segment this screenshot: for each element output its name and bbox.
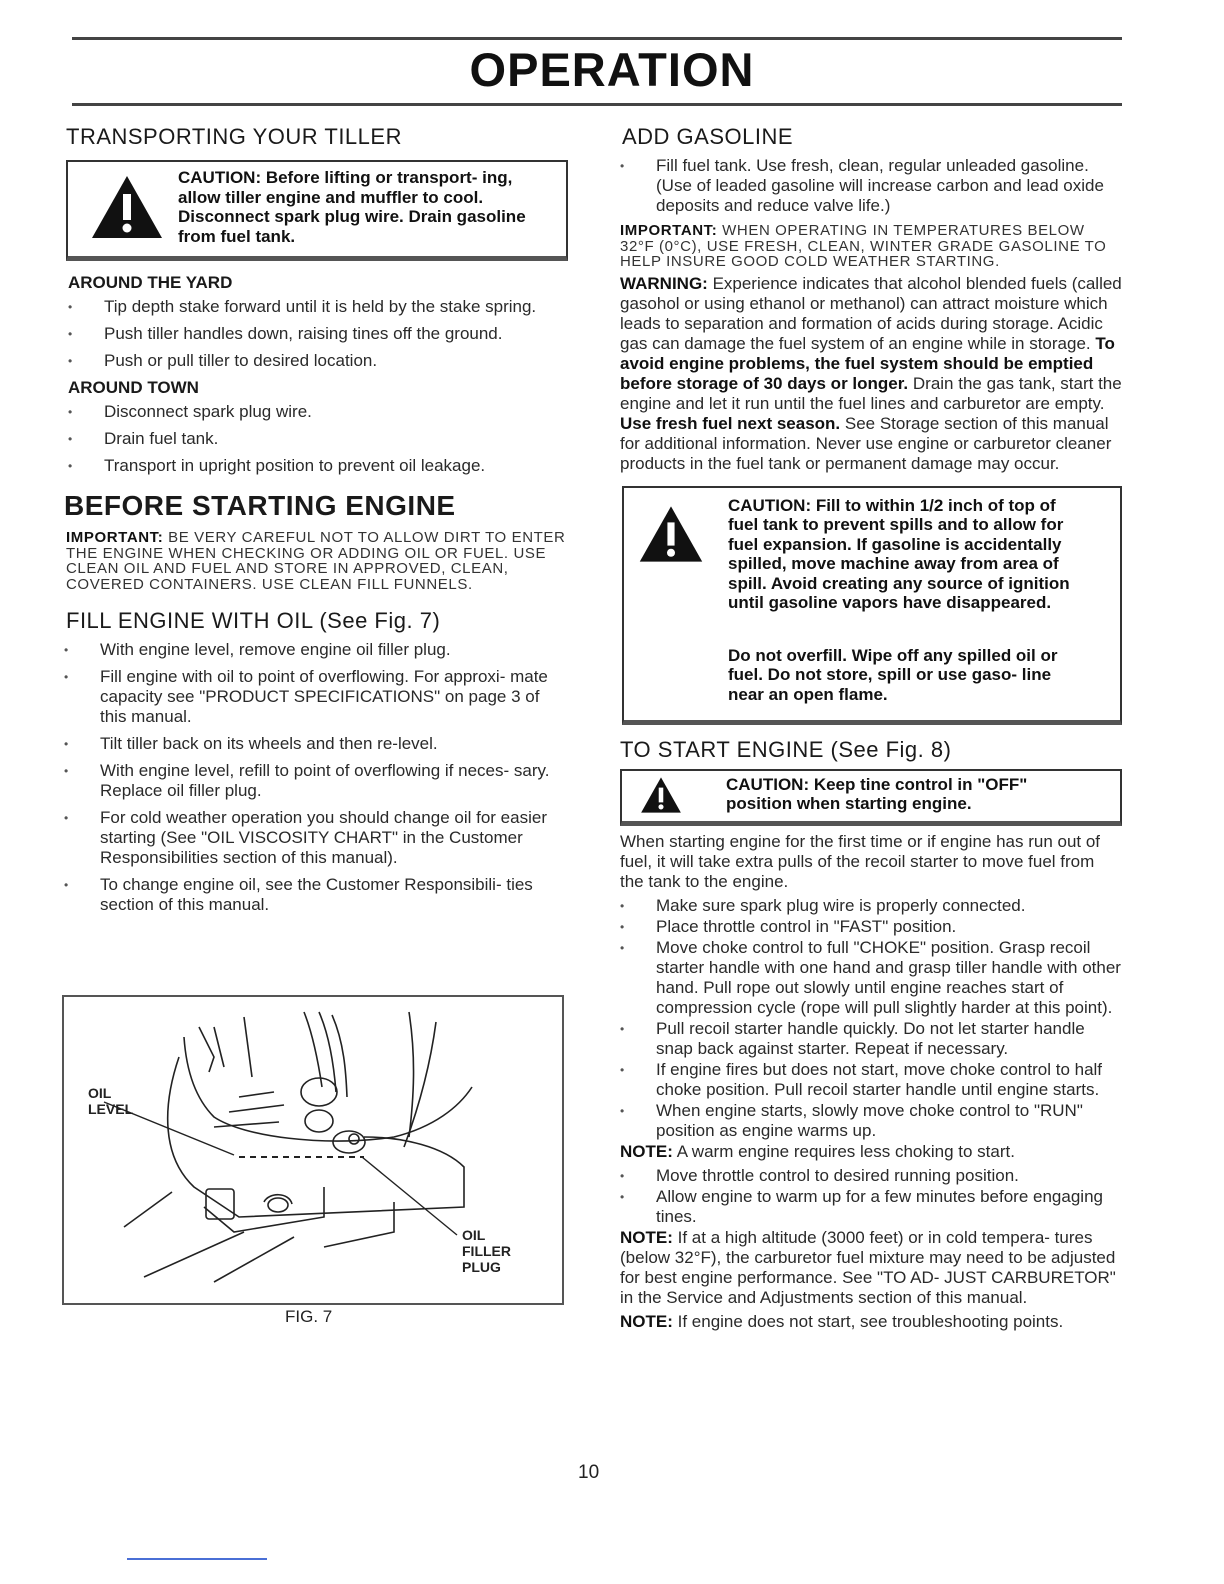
fill-list [100, 640, 568, 915]
list-item: • For cold weather operation you should change oil for easier starting (See "OIL VISCOSITY CHART" in the Customer Responsibilities section of this manual). [100, 808, 568, 868]
gas-important [620, 223, 1122, 270]
oil-level-label [88, 1085, 133, 1117]
transport-caution-text: CAUTION: Before lifting or transport- ing, allow tiller engine and muffler to cool. Disconnect spark plug wire. Drain gasoline from fuel tank. [178, 168, 526, 246]
list-item: • To change engine oil, see the Customer Responsibili- ties section of this manual. [100, 875, 568, 915]
note-1 [620, 1142, 1122, 1162]
note-label: NOTE: [620, 1227, 673, 1247]
list-item: • When engine starts, slowly move choke control to "RUN" position as engine warms up. [656, 1101, 1122, 1141]
fuel-caution-text-2: Do not overfill. Wipe off any spilled oil or fuel. Do not store, spill or use gaso- line near an open flame. [728, 645, 1058, 704]
before-important [66, 530, 568, 592]
oil-level-label-line-1: OIL [88, 1085, 112, 1101]
important-label: IMPORTANT: [66, 529, 164, 546]
important-label: IMPORTANT: [620, 222, 718, 239]
list-item: • With engine level, remove engine oil filler plug. [100, 640, 568, 660]
transport-caution-box [66, 160, 568, 261]
title-underline [72, 103, 1122, 106]
warning-triangle-icon [640, 775, 682, 815]
note-text: A warm engine requires less choking to start. [676, 1141, 1015, 1161]
warning-text-3: See Storage section of this manual for additional information. Never use engine or carburetor cleaner products in the fuel tank or permanent damage may occur. [620, 413, 1112, 473]
filler-label-line-2: FILLER [462, 1243, 511, 1259]
add-gasoline-heading: ADD GASOLINE [622, 124, 794, 149]
oil-level-label-line-2: LEVEL [88, 1101, 134, 1117]
filler-label-line-3: PLUG [462, 1259, 501, 1275]
fuel-caution-text-1: CAUTION: Fill to within 1/2 inch of top of fuel tank to prevent spills and to allow for fuel expansion. If gasoline is accidentally spilled, move machine away from area of spill. Avoid creating any source of ignition until gasoline vapors have disappeared. [728, 495, 1070, 612]
gasoline-list [656, 156, 1122, 216]
transport-heading: TRANSPORTING YOUR TILLER [66, 124, 402, 149]
start-caution-text: CAUTION: Keep tine control in "OFF" position when starting engine. [726, 774, 1028, 813]
list-item: • Fill fuel tank. Use fresh, clean, regular unleaded gasoline. (Use of leaded gasoline will increase carbon and lead oxide deposits and reduce valve life.) [656, 156, 1122, 216]
start-list [656, 896, 1122, 1141]
town-heading: AROUND TOWN [68, 378, 199, 397]
bottom-link-underline[interactable] [127, 1558, 267, 1560]
filler-label-line-1: OIL [462, 1227, 486, 1243]
yard-heading: AROUND THE YARD [68, 273, 233, 292]
list-item: • With engine level, refill to point of overflowing if neces- sary. Replace oil filler plug. [100, 761, 568, 801]
warning-triangle-icon [638, 504, 704, 564]
list-item: • Push tiller handles down, raising tines off the ground. [104, 324, 568, 344]
warning-text-2: Drain the gas tank, start the engine and let it run until the fuel lines and carburetor are empty. [620, 373, 1122, 413]
list-item: • Tip depth stake forward until it is held by the stake spring. [104, 297, 568, 317]
important-text: BE VERY CAREFUL NOT TO ALLOW DIRT TO ENTER THE ENGINE WHEN CHECKING OR ADDING OIL OR FUEL. USE CLEAN OIL AND FUEL AND STORE IN APPROVED, CLEAN, COVERED CONTAINERS. USE CLEAN FILL FUNNELS. [66, 529, 566, 593]
warning-paragraph [620, 274, 1122, 474]
warning-bold-2: Use fresh fuel next season. [620, 413, 841, 433]
list-item: • Fill engine with oil to point of overflowing. For approxi- mate capacity see "PRODUCT SPECIFICATIONS" on page 3 of this manual. [100, 667, 568, 727]
list-item: • Tilt tiller back on its wheels and then re-level. [100, 734, 568, 754]
warning-text-1: Experience indicates that alcohol blended fuels (called gasohol or using ethanol or methanol) can attract moisture which leads to separation and formation of acids during storage. Acidic gas can damage the fuel system of an engine while in storage. [620, 273, 1122, 353]
yard-list [104, 297, 568, 371]
town-list [104, 402, 568, 476]
oil-filler-plug-label [462, 1227, 511, 1275]
list-item: • Push or pull tiller to desired location. [104, 351, 568, 371]
list-item: • If engine fires but does not start, move choke control to half choke position. Pull recoil starter handle until engine starts. [656, 1060, 1122, 1100]
important-text: WHEN OPERATING IN TEMPERATURES BELOW 32°F (0°C), USE FRESH, CLEAN, WINTER GRADE GASOLINE TO HELP INSURE GOOD COLD WEATHER STARTING. [620, 222, 1107, 270]
list-item: • Transport in upright position to prevent oil leakage. [104, 456, 568, 476]
page-title: OPERATION [469, 43, 755, 96]
list-item: • Place throttle control in "FAST" position. [656, 917, 1122, 937]
before-starting-heading: BEFORE STARTING ENGINE [64, 490, 456, 521]
note-label: NOTE: [620, 1311, 673, 1331]
note-label: NOTE: [620, 1141, 673, 1161]
list-item: • Pull recoil starter handle quickly. Do not let starter handle snap back against starter. Repeat if necessary. [656, 1019, 1122, 1059]
page-number: 10 [578, 1462, 600, 1483]
list-item: • Move choke control to full "CHOKE" position. Grasp recoil starter handle with one hand and grasp tiller handle with other hand. Pull rope out slowly until engine reaches start of compression cycle (rope will pull slightly harder at this point). [656, 938, 1122, 1018]
list-item: • Move throttle control to desired running position. [656, 1166, 1122, 1186]
list-item: • Disconnect spark plug wire. [104, 402, 568, 422]
start-caution-box [620, 769, 1122, 826]
warning-triangle-icon [90, 174, 164, 240]
warning-label: WARNING: [620, 273, 708, 293]
figure-7-oil-level [62, 995, 564, 1305]
list-item: • Make sure spark plug wire is properly connected. [656, 896, 1122, 916]
list-item: • Drain fuel tank. [104, 429, 568, 449]
note-2 [620, 1228, 1122, 1308]
right-column [618, 124, 1122, 1336]
start-intro: When starting engine for the first time or if engine has run out of fuel, it will take extra pulls of the recoil starter to move fuel from the tank to the engine. [620, 831, 1101, 891]
list-item: • Allow engine to warm up for a few minutes before engaging tines. [656, 1187, 1122, 1227]
note-3 [620, 1312, 1122, 1332]
note-text: If at a high altitude (3000 feet) or in cold tempera- tures (below 32°F), the carburetor fuel mixture may need to be adjusted for best engine performance. See "TO AD- JUST CARBURETOR" in the Service and Adjustments section of this manual. [620, 1227, 1116, 1307]
start-list-2 [656, 1166, 1122, 1227]
warning-bold-1: To avoid engine problems, the fuel system should be emptied before storage of 30 days or longer. [620, 333, 1115, 393]
to-start-engine-heading: TO START ENGINE (See Fig. 8) [620, 736, 952, 762]
note-text: If engine does not start, see troubleshooting points. [677, 1311, 1064, 1331]
fill-engine-heading: FILL ENGINE WITH OIL (See Fig. 7) [66, 608, 441, 633]
figure-caption: FIG. 7 [285, 1307, 333, 1326]
fuel-caution-box [622, 486, 1122, 725]
left-column [62, 124, 568, 922]
